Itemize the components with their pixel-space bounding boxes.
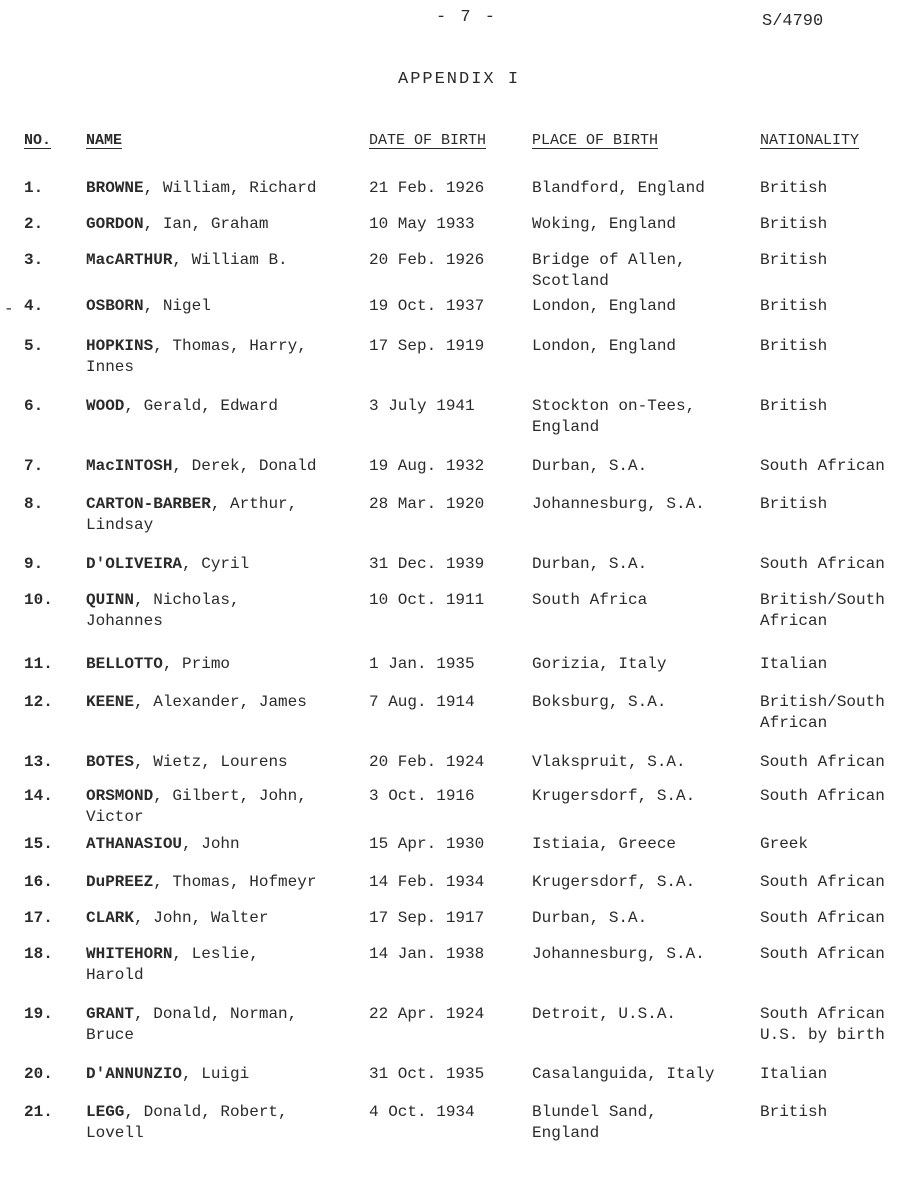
person-name xyxy=(86,590,240,632)
name-line xyxy=(86,944,259,965)
name-line xyxy=(86,654,230,675)
given-names: , Wietz, Lourens xyxy=(134,753,288,771)
given-names: , Alexander, James xyxy=(134,693,307,711)
date-of-birth: 3 Oct. 1916 xyxy=(369,787,475,805)
surname: QUINN xyxy=(86,591,135,609)
place-line: Boksburg, S.A. xyxy=(532,693,667,711)
given-names: , Cyril xyxy=(182,555,250,573)
nationality xyxy=(760,908,885,929)
given-names: , Thomas, Harry, xyxy=(153,337,307,355)
date-of-birth: 14 Jan. 1938 xyxy=(369,945,485,963)
row-number: 4. xyxy=(24,297,44,315)
nationality-line: British xyxy=(760,337,828,355)
place-of-birth xyxy=(532,250,686,292)
place-of-birth xyxy=(532,872,695,893)
name-line xyxy=(86,296,211,317)
surname: BROWNE xyxy=(86,179,144,197)
row-number: 14. xyxy=(24,787,53,805)
surname: ORSMOND xyxy=(86,787,154,805)
name-line xyxy=(86,456,316,477)
nationality-line-cont: African xyxy=(760,714,828,732)
given-names: , Nigel xyxy=(143,297,211,315)
row-number: 17. xyxy=(24,909,53,927)
row-number: 8. xyxy=(24,495,44,513)
row-number: 1. xyxy=(24,179,44,197)
surname: DuPREEZ xyxy=(86,873,154,891)
nationality-line: South African xyxy=(760,873,885,891)
place-line: Krugersdorf, S.A. xyxy=(532,787,696,805)
row-number: 12. xyxy=(24,693,53,711)
surname: CARTON-BARBER xyxy=(86,495,211,513)
person-name xyxy=(86,250,288,271)
nationality-line: British xyxy=(760,297,828,315)
nationality xyxy=(760,554,885,575)
nationality xyxy=(760,786,885,807)
place-of-birth xyxy=(532,178,705,199)
appendix-title: APPENDIX I xyxy=(398,70,521,89)
surname: WHITEHORN xyxy=(86,945,173,963)
person-name xyxy=(86,1004,297,1046)
person-name xyxy=(86,1102,288,1144)
given-names-cont: Harold xyxy=(86,966,144,984)
given-names: , Nicholas, xyxy=(134,591,240,609)
place-line: South Africa xyxy=(532,591,648,609)
surname: D'OLIVEIRA xyxy=(86,555,183,573)
name-line xyxy=(86,908,268,929)
place-line: Woking, England xyxy=(532,215,677,233)
date-of-birth: 10 May 1933 xyxy=(369,215,475,233)
place-line-cont: England xyxy=(532,418,600,436)
nationality xyxy=(760,1004,885,1046)
given-names-cont: Johannes xyxy=(86,612,163,630)
surname: BOTES xyxy=(86,753,135,771)
nationality xyxy=(760,396,827,417)
surname: LEGG xyxy=(86,1103,125,1121)
row-number: 20. xyxy=(24,1065,53,1083)
place-line: Durban, S.A. xyxy=(532,457,648,475)
given-names: , John, Walter xyxy=(134,909,269,927)
nationality-line-cont: African xyxy=(760,612,828,630)
column-header-dob: DATE OF BIRTH xyxy=(369,132,487,149)
date-of-birth: 22 Apr. 1924 xyxy=(369,1005,485,1023)
nationality-line: British xyxy=(760,495,828,513)
surname: WOOD xyxy=(86,397,125,415)
given-names: , Luigi xyxy=(182,1065,250,1083)
nationality-line-cont: U.S. by birth xyxy=(760,1026,885,1044)
row-number: 13. xyxy=(24,753,53,771)
row-number: 3. xyxy=(24,251,44,269)
nationality-line: South African xyxy=(760,945,885,963)
nationality-line: British xyxy=(760,179,828,197)
name-line xyxy=(86,1102,288,1123)
row-number: 21. xyxy=(24,1103,53,1121)
date-of-birth: 19 Aug. 1932 xyxy=(369,457,485,475)
nationality-line: Greek xyxy=(760,835,809,853)
name-line xyxy=(86,336,307,357)
surname: GORDON xyxy=(86,215,144,233)
nationality-line: British/South xyxy=(760,693,885,711)
place-of-birth xyxy=(532,456,647,477)
place-line: Krugersdorf, S.A. xyxy=(532,873,696,891)
place-of-birth xyxy=(532,590,647,611)
person-name xyxy=(86,834,240,855)
surname: ATHANASIOU xyxy=(86,835,183,853)
name-line xyxy=(86,752,288,773)
given-names: , Primo xyxy=(162,655,231,673)
person-name xyxy=(86,908,268,929)
place-of-birth xyxy=(532,214,676,235)
surname: CLARK xyxy=(86,909,135,927)
given-names: , Derek, Donald xyxy=(172,457,317,475)
column-header-pob: PLACE OF BIRTH xyxy=(532,132,659,149)
place-line: Blundel Sand, xyxy=(532,1103,657,1121)
date-of-birth: 21 Feb. 1926 xyxy=(369,179,485,197)
nationality xyxy=(760,456,885,477)
place-of-birth xyxy=(532,1102,657,1144)
place-line: Casalanguida, Italy xyxy=(532,1065,715,1083)
nationality-line: South African xyxy=(760,753,885,771)
date-of-birth: 28 Mar. 1920 xyxy=(369,495,485,513)
row-number: 2. xyxy=(24,215,44,233)
nationality xyxy=(760,1064,827,1085)
nationality-line: British xyxy=(760,215,828,233)
place-line: Durban, S.A. xyxy=(532,909,648,927)
nationality-line: British xyxy=(760,397,828,415)
row-number: 5. xyxy=(24,337,44,355)
surname: KEENE xyxy=(86,693,135,711)
person-name xyxy=(86,872,316,893)
row-number: 6. xyxy=(24,397,44,415)
date-of-birth: 31 Dec. 1939 xyxy=(369,555,485,573)
name-line xyxy=(86,786,307,807)
nationality xyxy=(760,834,808,855)
place-line: Gorizia, Italy xyxy=(532,655,667,673)
person-name xyxy=(86,654,230,675)
name-line xyxy=(86,494,297,515)
given-names: , Leslie, xyxy=(172,945,259,963)
place-line: London, England xyxy=(532,337,677,355)
place-of-birth xyxy=(532,554,647,575)
row-number: 7. xyxy=(24,457,44,475)
person-name xyxy=(86,1064,249,1085)
name-line xyxy=(86,554,249,575)
nationality xyxy=(760,872,885,893)
given-names-cont: Lindsay xyxy=(86,516,154,534)
given-names-cont: Bruce xyxy=(86,1026,135,1044)
given-names: , William, Richard xyxy=(143,179,317,197)
row-number: 10. xyxy=(24,591,53,609)
name-line xyxy=(86,396,278,417)
place-of-birth xyxy=(532,752,686,773)
given-names: , William B. xyxy=(172,251,288,269)
nationality xyxy=(760,336,827,357)
name-line xyxy=(86,1004,297,1025)
nationality-line: South African xyxy=(760,555,885,573)
nationality xyxy=(760,178,827,199)
given-names: , Thomas, Hofmeyr xyxy=(153,873,317,891)
nationality-line: South African xyxy=(760,909,885,927)
date-of-birth: 20 Feb. 1926 xyxy=(369,251,485,269)
nationality-line: British xyxy=(760,251,828,269)
place-line: Johannesburg, S.A. xyxy=(532,945,705,963)
nationality xyxy=(760,1102,827,1123)
person-name xyxy=(86,494,297,536)
column-header-no: NO. xyxy=(24,132,52,149)
surname: MacINTOSH xyxy=(86,457,173,475)
name-line xyxy=(86,214,268,235)
nationality-line: Italian xyxy=(760,655,828,673)
given-names: , Ian, Graham xyxy=(143,215,269,233)
place-line: Istiaia, Greece xyxy=(532,835,677,853)
person-name xyxy=(86,178,316,199)
date-of-birth: 31 Oct. 1935 xyxy=(369,1065,485,1083)
person-name xyxy=(86,396,278,417)
place-line-cont: England xyxy=(532,1124,600,1142)
nationality xyxy=(760,494,827,515)
place-line-cont: Scotland xyxy=(532,272,609,290)
name-line xyxy=(86,872,316,893)
nationality xyxy=(760,250,827,271)
person-name xyxy=(86,336,307,378)
row-number: 16. xyxy=(24,873,53,891)
nationality xyxy=(760,214,827,235)
place-of-birth xyxy=(532,692,666,713)
column-header-nationality: NATIONALITY xyxy=(760,132,860,149)
nationality-line: South African xyxy=(760,787,885,805)
date-of-birth: 7 Aug. 1914 xyxy=(369,693,475,711)
given-names-cont: Innes xyxy=(86,358,135,376)
name-line xyxy=(86,1064,249,1085)
nationality xyxy=(760,296,827,317)
nationality-line: Italian xyxy=(760,1065,828,1083)
date-of-birth: 19 Oct. 1937 xyxy=(369,297,485,315)
place-of-birth xyxy=(532,1064,714,1085)
place-of-birth xyxy=(532,908,647,929)
row-number: 19. xyxy=(24,1005,53,1023)
person-name xyxy=(86,944,259,986)
place-line: London, England xyxy=(532,297,677,315)
person-name xyxy=(86,296,211,317)
date-of-birth: 14 Feb. 1934 xyxy=(369,873,485,891)
place-of-birth xyxy=(532,396,695,438)
given-names: , Gerald, Edward xyxy=(124,397,279,415)
place-of-birth xyxy=(532,296,676,317)
given-names: , Arthur, xyxy=(210,495,298,513)
given-names: , Donald, Robert, xyxy=(124,1103,288,1121)
row-number: 18. xyxy=(24,945,53,963)
person-name xyxy=(86,692,307,713)
date-of-birth: 15 Apr. 1930 xyxy=(369,835,485,853)
place-of-birth xyxy=(532,834,676,855)
date-of-birth: 17 Sep. 1919 xyxy=(369,337,485,355)
row-number: 15. xyxy=(24,835,53,853)
person-name xyxy=(86,214,268,235)
place-of-birth xyxy=(532,944,705,965)
row-number: 11. xyxy=(24,655,53,673)
nationality xyxy=(760,944,885,965)
person-name xyxy=(86,456,316,477)
given-names: , Gilbert, John, xyxy=(153,787,307,805)
nationality-line: British/South xyxy=(760,591,885,609)
date-of-birth: 4 Oct. 1934 xyxy=(369,1103,475,1121)
place-line: Durban, S.A. xyxy=(532,555,648,573)
page-number: - 7 - xyxy=(436,8,498,27)
person-name xyxy=(86,786,307,828)
date-of-birth: 3 July 1941 xyxy=(369,397,475,415)
nationality-line: South African xyxy=(760,457,885,475)
place-line: Blandford, England xyxy=(532,179,705,197)
date-of-birth: 17 Sep. 1917 xyxy=(369,909,485,927)
given-names: , Donald, Norman, xyxy=(134,1005,298,1023)
nationality xyxy=(760,692,885,734)
place-of-birth xyxy=(532,494,705,515)
name-line xyxy=(86,834,240,855)
place-of-birth xyxy=(532,336,676,357)
place-of-birth xyxy=(532,1004,676,1025)
date-of-birth: 1 Jan. 1935 xyxy=(369,655,475,673)
nationality xyxy=(760,590,885,632)
document-reference: S/4790 xyxy=(762,12,824,31)
nationality-line: South African xyxy=(760,1005,885,1023)
surname: GRANT xyxy=(86,1005,135,1023)
name-line xyxy=(86,178,316,199)
given-names-cont: Victor xyxy=(86,808,144,826)
name-line xyxy=(86,250,288,271)
given-names-cont: Lovell xyxy=(86,1124,144,1142)
row-number: 9. xyxy=(24,555,44,573)
place-line: Johannesburg, S.A. xyxy=(532,495,705,513)
margin-mark: - xyxy=(4,300,14,318)
nationality xyxy=(760,654,827,675)
surname: OSBORN xyxy=(86,297,144,315)
place-of-birth xyxy=(532,786,695,807)
name-line xyxy=(86,692,307,713)
place-line: Stockton on-Tees, xyxy=(532,397,696,415)
place-of-birth xyxy=(532,654,666,675)
place-line: Vlakspruit, S.A. xyxy=(532,753,686,771)
column-header-name: NAME xyxy=(86,132,123,149)
surname: MacARTHUR xyxy=(86,251,173,269)
nationality xyxy=(760,752,885,773)
date-of-birth: 20 Feb. 1924 xyxy=(369,753,485,771)
person-name xyxy=(86,554,249,575)
surname: D'ANNUNZIO xyxy=(86,1065,183,1083)
name-line xyxy=(86,590,240,611)
given-names: , John xyxy=(182,835,240,853)
place-line: Bridge of Allen, xyxy=(532,251,686,269)
place-line: Detroit, U.S.A. xyxy=(532,1005,677,1023)
date-of-birth: 10 Oct. 1911 xyxy=(369,591,485,609)
person-name xyxy=(86,752,288,773)
nationality-line: British xyxy=(760,1103,828,1121)
surname: BELLOTTO xyxy=(86,655,163,673)
surname: HOPKINS xyxy=(86,337,154,355)
